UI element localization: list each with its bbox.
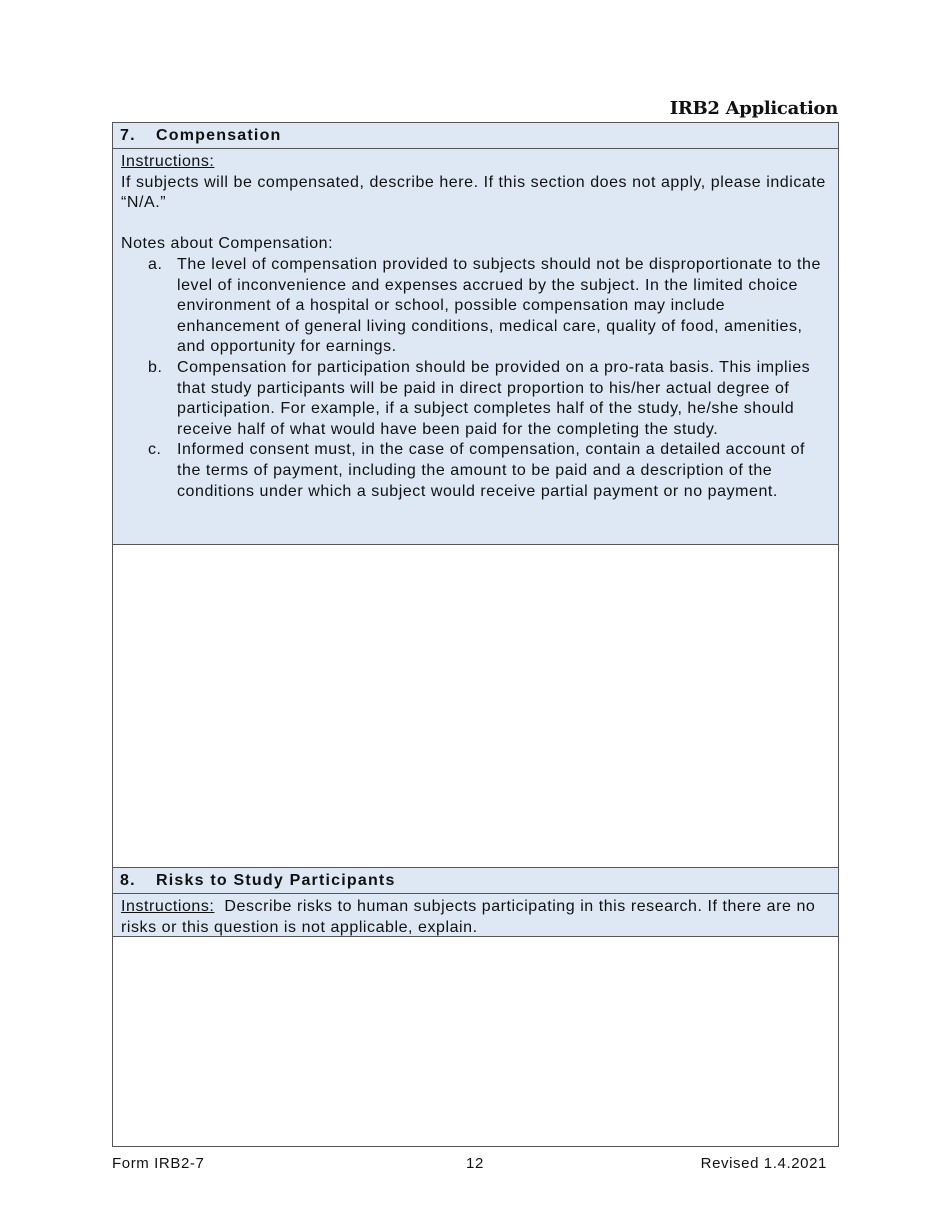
list-item-text: The level of compensation provided to subjects should not be disproportionate to the level of inconvenience and expenses accrued by the subject. In the limited choice environment of a hospital or school, possible compensation may include enhancement of general living conditions, medical care, quality of food, amenities, and opportunity for earnings. xyxy=(177,255,821,356)
section-8-instructions-text: Describe risks to human subjects participating in this research. If there are no risks or this question is not applicable, explain. xyxy=(121,898,816,936)
footer-form-id: Form IRB2-7 xyxy=(112,1155,205,1172)
section-7-instructions-label: Instructions: xyxy=(121,153,215,170)
document-header-title: IRB2 Application xyxy=(669,98,838,119)
section-7-response-field[interactable] xyxy=(113,544,838,867)
compensation-notes-heading: Notes about Compensation: xyxy=(121,235,334,253)
section-7-title: Compensation xyxy=(156,127,282,144)
section-8-instructions xyxy=(113,893,838,936)
list-item xyxy=(121,440,830,502)
list-item-marker: a. xyxy=(148,255,163,273)
footer-page-number: 12 xyxy=(466,1155,484,1172)
list-item-text: Informed consent must, in the case of compensation, contain a detailed account of the terms of payment, including the amount to be paid and a description of the conditions under which a subject would receive partial payment or no payment. xyxy=(177,441,806,500)
list-item-text: Compensation for participation should be provided on a pro-rata basis. This implies that study participants will be paid in direct proportion to his/her actual degree of participation. For example, if a subject completes half of the study, he/she should receive half of what would have been paid for the completing the study. xyxy=(177,358,811,438)
section-7-number: 7. xyxy=(120,127,136,144)
section-8-header xyxy=(113,867,838,893)
application-form-table xyxy=(112,122,839,1147)
list-item xyxy=(121,255,830,358)
section-7-instructions-text: If subjects will be compensated, describe here. If this section does not apply, please indicate “N/A.” xyxy=(121,173,826,212)
section-7-instructions xyxy=(113,148,838,544)
section-8-title: Risks to Study Participants xyxy=(156,872,396,889)
footer-revised-date: Revised 1.4.2021 xyxy=(700,1155,827,1172)
list-item xyxy=(121,358,830,440)
compensation-notes-list xyxy=(121,255,830,502)
list-item-marker: c. xyxy=(148,441,162,459)
section-8-number: 8. xyxy=(120,872,136,889)
section-7-header xyxy=(113,123,838,148)
section-8-instructions-label: Instructions: xyxy=(121,898,215,915)
list-item-marker: b. xyxy=(148,358,163,376)
section-8-response-field[interactable] xyxy=(113,936,838,1146)
